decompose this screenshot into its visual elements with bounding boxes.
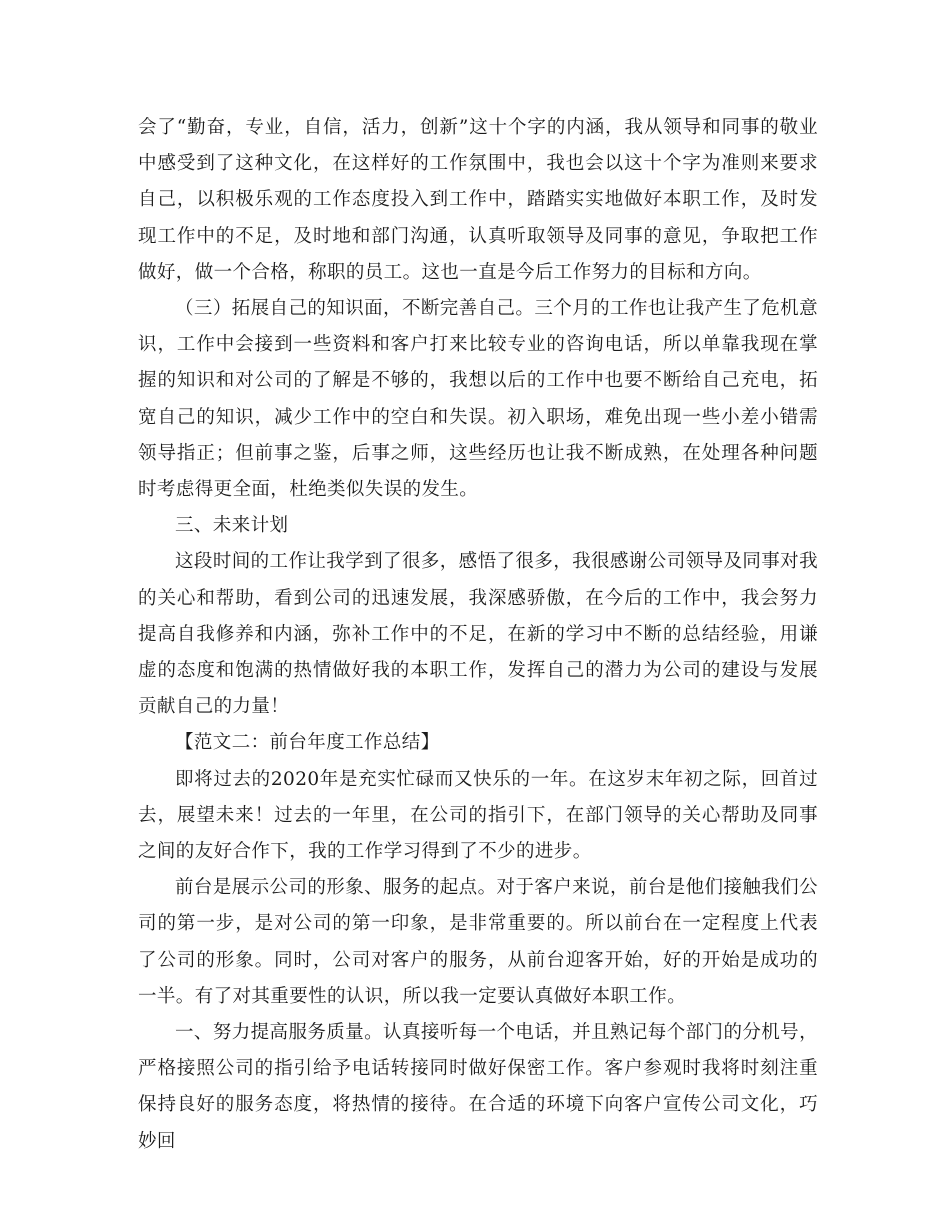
document-page [138,110,818,1160]
paragraph-front-desk-role: 前台是展示公司的形象、服务的起点。对于客户来说，前台是他们接触我们公司的第一步，是对公司的第一印象，是非常重要的。所以前台在一定程度上代表了公司的形象。同时，公司对客户的服务，从前台迎客开始，好的开始是成功的一半。有了对其重要性的认识，所以我一定要认真做好本职工作。 [138,877,818,1007]
paragraph-future-plan: 这段时间的工作让我学到了很多，感悟了很多，我很感谢公司领导及同事对我的关心和帮助，看到公司的迅速发展，我深感骄傲，在今后的工作中，我会努力提高自我修养和内涵，弥补工作中的不足，在新的学习中不断的总结经验，用谦虚的态度和饱满的热情做好我的本职工作，发挥自己的潜力为公司的建设与发展贡献自己的力量！ [138,551,818,718]
example-two-title: 【范文二：前台年度工作总结】 [175,732,440,754]
paragraph-knowledge: （三）拓展自己的知识面，不断完善自己。三个月的工作也让我产生了危机意识，工作中会接到一些资料和客户打来比较专业的咨询电话，所以单靠我现在掌握的知识和对公司的了解是不够的，我想以后的工作中也要不断给自己充电，拓宽自己的知识，减少工作中的空白和失误。初入职场，难免出现一些小差小错需领导指正；但前事之鉴，后事之师，这些经历也让我不断成熟，在处理各种问题时考虑得更全面，杜绝类似失误的发生。 [138,298,818,501]
paragraph-continuation: 会了“勤奋，专业，自信，活力，创新”这十个字的内涵，我从领导和同事的敬业中感受到了这种文化，在这样好的工作氛围中，我也会以这十个字为准则来要求自己，以积极乐观的工作态度投入到工作中，踏踏实实地做好本职工作，及时发现工作中的不足，及时地和部门沟通，认真听取领导及同事的意见，争取把工作做好，做一个合格，称职的员工。这也一直是今后工作努力的目标和方向。 [138,117,818,283]
paragraph-year-review: 即将过去的2020年是充实忙碌而又快乐的一年。在这岁末年初之际，回首过去，展望未来！过去的一年里，在公司的指引下，在部门领导的关心帮助及同事之间的友好合作下，我的工作学习得到了不少的进步。 [138,768,818,863]
paragraph-service-quality: 一、努力提高服务质量。认真接听每一个电话，并且熟记每个部门的分机号，严格接照公司的指引给予电话转接同时做好保密工作。客户参观时我将时刻注重保持良好的服务态度，将热情的接待。在合适的环境下向客户宣传公司文化，巧妙回 [138,1022,818,1152]
section-heading-future-plan: 三、未来计划 [175,515,289,537]
